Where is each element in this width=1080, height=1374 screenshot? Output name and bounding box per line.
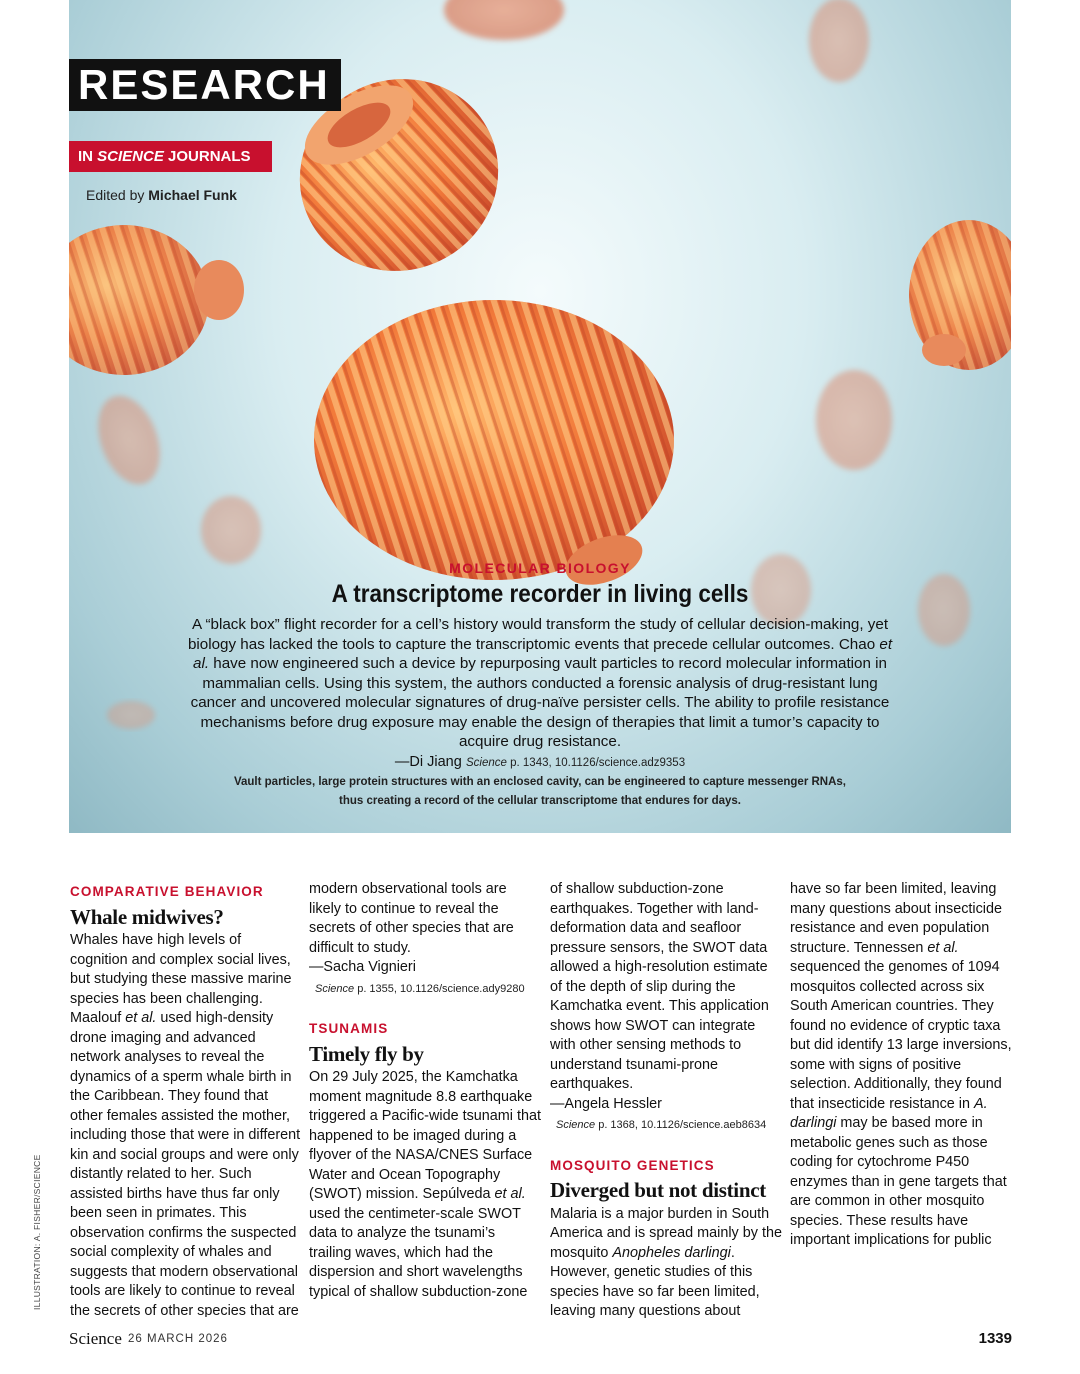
feature-article xyxy=(180,560,900,773)
tsunami-body-1: On 29 July 2025, the Kamchatka moment magnitude 8.8 earthquake triggered a Pacific-wide tsunami that happened to be imaged during a flyover of the NASA/CNES Surface Water and Ocean Topography (SWOT) mission. Sepúlveda xyxy=(309,1069,541,1202)
whale-cite-journal: Science xyxy=(315,982,355,995)
left-particle xyxy=(69,225,244,375)
feature-body-text-2: have now engineered such a device by repurposing vault particles to record molecular information in mammalian cells. Using this system, the authors conducted a forensic analysis of drug-resistant lung cancer and uncovered molecular signatures of drug-naïve persister cells. The ability to profile resistance mechanisms before drug exposure may enable the design of therapies that limit a tumor’s capacity to acquire drug resistance. xyxy=(190,655,890,750)
mosquito-body xyxy=(550,1205,782,1322)
tsunami-body xyxy=(309,1068,541,1302)
tsunami-cite-ref: p. 1368, 10.1126/science.aeb8634 xyxy=(595,1119,767,1131)
mosquito-body-1: Malaria is a major burden in South America and is spread mainly by the mosquito xyxy=(550,1205,782,1261)
whale-title: Whale midwives? xyxy=(70,904,224,929)
feature-citation xyxy=(466,757,685,769)
main-vault-particle xyxy=(268,47,674,595)
whale-cite-ref: p. 1355, 10.1126/science.ady9280 xyxy=(354,982,525,995)
mosquito-body-4: may be based more in metabolic genes such as those coding for cytochrome P450 enzymes than in gene targets that are common in other mosquito species. These results have important implications for public xyxy=(790,1115,1007,1248)
tsunami-signature: —Angela Hessler xyxy=(550,1095,662,1112)
feature-body xyxy=(180,615,900,773)
mosquito-body-continued: have so far been limited, leaving many questions about insecticide resistance and even population structure. Tennessen et al. sequenced the genomes of 1094 mosquitos collected across six South American countries. They found no evidence of cryptic taxa but did identify 13 large inversions, some with signs of positive selection. Additionally, they found that insecticide resistance in A. darlingi may be based more in metabolic genes such as those coding for cytochrome P450 enzymes than in gene targets that are common in other mosquito species. These results have important implications for public xyxy=(790,881,1012,1248)
feature-kicker: MOLECULAR BIOLOGY xyxy=(449,560,631,576)
feature-title: A transcriptome recorder in living cells xyxy=(331,580,749,608)
mosquito-species: Anopheles darlingi xyxy=(612,1244,731,1261)
column-1 xyxy=(70,880,302,1317)
mosquito-body-2: . However, genetic studies of this species have so far been limited, leaving many questions about xyxy=(550,1244,760,1319)
whale-body-2: used high-density drone imaging and advanced network analyses to reveal the dynamics of a sperm whale birth in the Caribbean. They found that other females assisted the mother, including those that were in different kin and social groups and were only distantly related to her. Such assisted births have thus far only been seen in primates. This observation confirms the suspected social complexity of whales and suggests that modern observational tools are likely to continue to reveal the secrets of other species that are xyxy=(70,1010,301,1317)
subsection-banner xyxy=(69,141,272,172)
caption-line-2: thus creating a record of the cellular transcriptome that endures for days. xyxy=(339,795,741,807)
edited-prefix: Edited by xyxy=(86,187,149,203)
footer-date: 26 MARCH 2026 xyxy=(128,1333,228,1345)
tsunami-cite-journal: Science xyxy=(556,1119,596,1131)
mosquito-etal: et al. xyxy=(927,939,959,956)
editor-name: Michael Funk xyxy=(148,187,237,203)
figure-caption xyxy=(230,773,850,811)
whale-body-continued: modern observational tools are likely to continue to reveal the secrets of other species that are difficult to study. —Sacha Vignieri xyxy=(309,881,514,975)
section-label: RESEARCH xyxy=(69,59,341,111)
feature-signature: —Di Jiang xyxy=(394,753,462,770)
column-4 xyxy=(790,880,1022,1251)
tsunami-citation xyxy=(550,1116,782,1136)
right-particle xyxy=(909,220,1011,370)
whale-body xyxy=(70,931,302,1317)
whale-citation xyxy=(309,980,541,1000)
whale-etal: et al. xyxy=(125,1010,157,1026)
subsection-suffix: JOURNALS xyxy=(163,148,251,165)
tsunami-title: Timely fly by xyxy=(309,1041,424,1066)
whale-signature: —Sacha Vignieri xyxy=(309,959,416,975)
whale-kicker: COMPARATIVE BEHAVIOR xyxy=(70,884,264,899)
subsection-prefix: IN xyxy=(78,148,98,165)
footer-journal-logo: Science xyxy=(69,1329,122,1348)
whale-body-1: Whales have high levels of cognition and complex social lives, but studying these massive marine species has been challenging. Maalouf xyxy=(70,932,292,1026)
feature-body-text: A “black box” flight recorder for a cell’s history would transform the study of cellular decision-making, yet biology has lacked the tools to capture the transcriptomic events that precede cellular outcomes. Chao xyxy=(187,616,889,653)
tsunami-kicker: TSUNAMIS xyxy=(309,1021,389,1036)
mosquito-body-3: sequenced the genomes of 1094 mosquitos collected across six South American countries. They found no evidence of cryptic taxa but did identify 13 large inversions, some with signs of positive selection. Additionally, they found that insecticide resistance in xyxy=(790,959,1012,1112)
mosquito-title: Diverged but not distinct xyxy=(550,1178,766,1202)
subsection-journal: SCIENCE xyxy=(97,148,164,165)
mosquito-species-short: A. darlingi xyxy=(790,1095,988,1131)
illustration-credit: ILLUSTRATION: A. FISHER/SCIENCE xyxy=(32,1154,42,1310)
editor-credit xyxy=(86,187,237,203)
column-3 xyxy=(550,880,782,1322)
tsunami-body-continued: of shallow subduction-zone earthquakes. Together with land-deformation data and seafloor pressure sensors, the SWOT data allowed a high-resolution estimate of the depth of slip during the Kamchatka event. This application shows how SWOT can integrate with other sensing methods to understand tsunami-prone earthquakes. —Angela Hessler xyxy=(550,881,769,1112)
feature-body-etal: et al. xyxy=(193,635,893,672)
column-2 xyxy=(309,880,541,1302)
feature-cite-journal: Science xyxy=(466,756,507,769)
feature-cite-ref: p. 1343, 10.1126/science.adz9353 xyxy=(506,756,686,769)
caption-line-1: Vault particles, large protein structures with an enclosed cavity, can be engineered to capture messenger RNAs, xyxy=(233,776,847,788)
tsunami-body-2: used the centimeter-scale SWOT data to analyze the tsunami’s trailing waves, which had the dispersion and short wavelengths typical of shallow subduction-zone xyxy=(309,1205,528,1300)
mosquito-kicker: MOSQUITO GENETICS xyxy=(550,1157,715,1173)
page-number: 1339 xyxy=(978,1330,1012,1347)
tsunami-etal: et al. xyxy=(494,1186,526,1202)
